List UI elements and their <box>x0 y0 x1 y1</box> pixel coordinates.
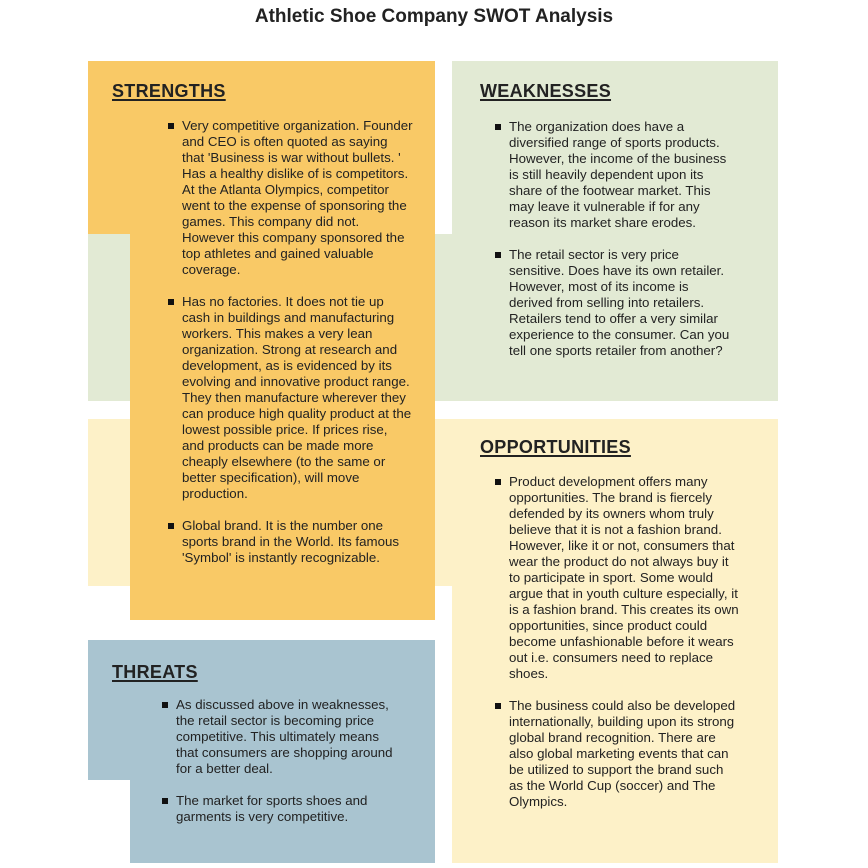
weaknesses-item: The retail sector is very price sensitive. Does have its own retailer. However, most of its income is derived from selling into retailers. Retailers tend to offer a very similar experience to the consumer. Can you tell one sports retailer from another? <box>495 247 735 359</box>
weaknesses-heading: WEAKNESSES <box>480 81 612 101</box>
opportunities-list <box>495 474 739 826</box>
strengths-list <box>168 118 413 582</box>
page-title: Athletic Shoe Company SWOT Analysis <box>254 6 614 27</box>
opportunities-heading: OPPORTUNITIES <box>480 437 631 457</box>
threats-item: As discussed above in weaknesses, the retail sector is becoming price competitive. This ultimately means that consumers are shopping around for a better deal. <box>162 697 397 777</box>
strengths-item: Has no factories. It does not tie up cash in buildings and manufacturing workers. This makes a very lean organization. Strong at research and development, as is evidenced by its evolving and innovative product range. They then manufacture wherever they can produce high quality product at the lowest possible price. If prices rise, and products can be made more cheaply elsewhere (to the same or better specification), will move production. <box>168 294 413 502</box>
strengths-heading: STRENGTHS <box>112 81 226 101</box>
weaknesses-item: The organization does have a diversified range of sports products. However, the income of the business is still heavily dependent upon its share of the footwear market. This may leave it vulnerable if for any reason its market share erodes. <box>495 119 735 231</box>
opportunities-item: The business could also be developed internationally, building upon its strong global brand recognition. There are also global marketing events that can be utilized to support the brand such as the World Cup (soccer) and The Olympics. <box>495 698 739 810</box>
opportunities-item: Product development offers many opportunities. The brand is fiercely defended by its owners whom truly believe that it is not a fashion brand. However, like it or not, consumers that wear the product do not always buy it to participate in sport. Some would argue that in youth culture especially, it is a fashion brand. This creates its own opportunities, since product could become unfashionable before it wears out i.e. consumers need to replace shoes. <box>495 474 739 682</box>
threats-item: The market for sports shoes and garments is very competitive. <box>162 793 397 825</box>
threats-heading: THREATS <box>112 662 198 682</box>
threats-list <box>162 697 397 841</box>
strengths-item: Very competitive organization. Founder and CEO is often quoted as saying that 'Business is war without bullets. ' Has a healthy dislike of is competitors. At the Atlanta Olympics, competitor went to the expense of sponsoring the games. This company did not. However this company sponsored the top athletes and gained valuable coverage. <box>168 118 413 278</box>
strengths-item: Global brand. It is the number one sports brand in the World. Its famous 'Symbol' is instantly recognizable. <box>168 518 413 566</box>
weaknesses-list <box>495 119 735 375</box>
